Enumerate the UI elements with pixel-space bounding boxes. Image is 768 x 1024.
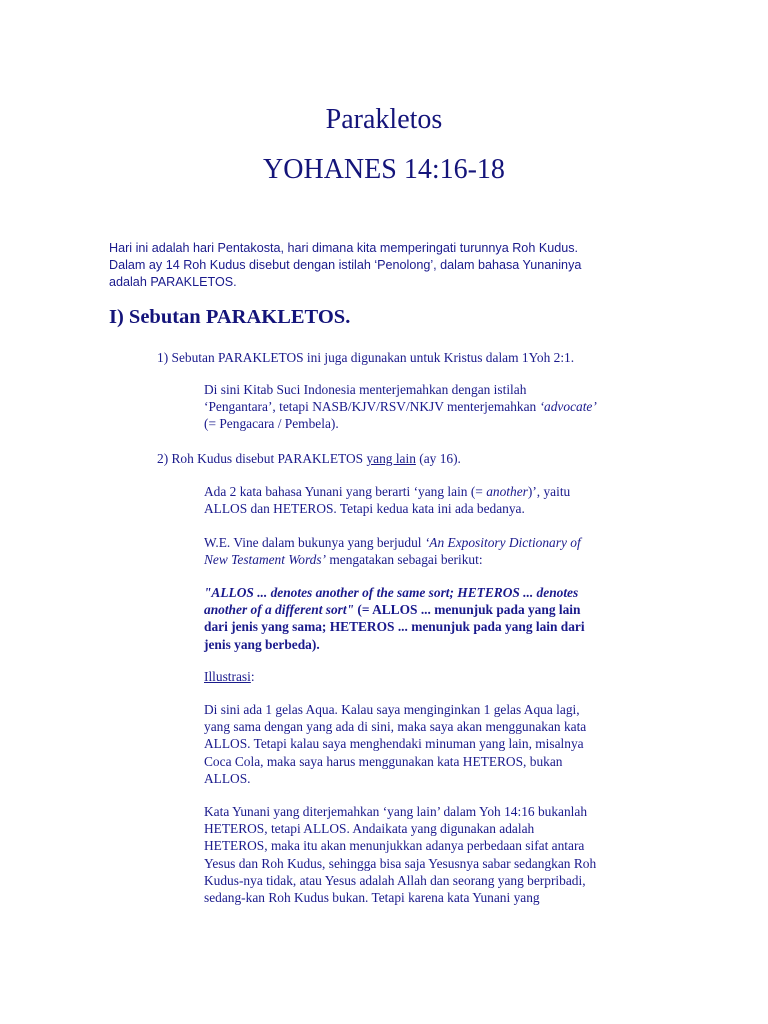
intro-line: Dalam ay 14 Roh Kudus disebut dengan istilah ‘Penolong’, dalam bahasa Yunaninya xyxy=(109,258,582,273)
section-heading: I) Sebutan PARAKLETOS. xyxy=(109,306,351,328)
illustration-label xyxy=(204,668,255,685)
paragraph-line: W.E. Vine dalam bukunya yang berjudul xyxy=(204,535,425,550)
vine-paragraph xyxy=(204,534,581,568)
book-title: ‘An Expository Dictionary of xyxy=(424,535,581,550)
paragraph-line: (= Pengacara / Pembela). xyxy=(204,416,339,432)
paragraph-line: ‘Pengantara’, tetapi NASB/KJV/RSV/NKJV menterjemahkan xyxy=(204,399,540,415)
intro-line: adalah PARAKLETOS. xyxy=(109,275,237,290)
paragraph-line: )’, yaitu xyxy=(527,484,571,499)
illustration-colon: : xyxy=(250,669,255,684)
paragraph-line: ALLOS dan HETEROS. Tetapi kedua kata ini ada bedanya. xyxy=(204,501,525,517)
underlined-phrase: yang lain xyxy=(366,451,416,466)
point-2 xyxy=(157,450,461,467)
paragraph-line: Di sini ada 1 gelas Aqua. Kalau saya menginginkan 1 gelas Aqua lagi, xyxy=(204,702,580,717)
paragraph-line: Kata Yunani yang diterjemahkan ‘yang lain’ dalam Yoh 14:16 bukanlah xyxy=(204,804,588,819)
paragraph-line: Ada 2 kata bahasa Yunani yang berarti ‘yang lain (= xyxy=(204,484,487,499)
illustration-paragraph xyxy=(204,701,586,787)
paragraph-line: sedang-kan Roh Kudus bukan. Tetapi karena kata Yunani yang xyxy=(204,890,540,906)
paragraph-line: Coca Cola, maka saya harus menggunakan kata HETEROS, bukan xyxy=(204,753,563,769)
paragraph-line: Di sini Kitab Suci Indonesia menterjemahkan dengan istilah xyxy=(204,382,527,397)
vine-quote xyxy=(204,584,585,653)
illustration-label-text: Illustrasi xyxy=(204,669,251,684)
quote-line: another of a different sort" xyxy=(204,602,355,618)
point-1: 1) Sebutan PARAKLETOS ini juga digunakan untuk Kristus dalam 1Yoh 2:1. xyxy=(157,350,575,365)
quote-line: jenis yang berbeda). xyxy=(204,636,320,652)
paragraph-line: Yesus dan Roh Kudus, sehingga bisa saja Yesusnya sabar sedangkan Roh xyxy=(204,855,597,871)
intro-paragraph xyxy=(109,240,581,292)
document-subtitle: YOHANES 14:16-18 xyxy=(263,154,505,185)
quote-line: (= ALLOS ... menunjuk pada yang lain xyxy=(354,602,581,618)
paragraph-line: ALLOS. Tetapi kalau saya menghendaki minuman yang lain, misalnya xyxy=(204,736,584,752)
document-title: Parakletos xyxy=(325,104,443,135)
book-title: New Testament Words’ xyxy=(204,552,327,568)
paragraph-line: HETEROS, tetapi ALLOS. Andaikata yang digunakan adalah xyxy=(204,821,535,837)
quote-line: dari jenis yang sama; HETEROS ... menunjuk pada yang lain dari xyxy=(204,619,585,635)
point-1-paragraph xyxy=(204,381,597,433)
intro-line: Hari ini adalah hari Pentakosta, hari dimana kita memperingati turunnya Roh Kudus. xyxy=(109,241,579,255)
italic-term: another xyxy=(486,484,528,499)
point-2-text: 2) Roh Kudus disebut PARAKLETOS xyxy=(157,451,367,466)
paragraph-line: yang sama dengan yang ada di sini, maka saya akan menggunakan kata xyxy=(204,719,587,735)
point-2-text: (ay 16). xyxy=(415,451,461,466)
conclusion-paragraph xyxy=(204,803,596,906)
greek-words-paragraph xyxy=(204,483,570,517)
italic-term: ‘advocate’ xyxy=(539,399,597,415)
quote-line: "ALLOS ... denotes another of the same sort; HETEROS ... denotes xyxy=(204,585,579,600)
paragraph-line: Kudus-nya tidak, atau Yesus adalah Allah dan seorang yang berpribadi, xyxy=(204,872,586,888)
paragraph-line: ALLOS. xyxy=(204,770,251,786)
paragraph-line: mengatakan sebagai berikut: xyxy=(326,552,483,568)
paragraph-line: HETEROS, maka itu akan menunjukkan adanya perbedaan sifat antara xyxy=(204,838,585,854)
